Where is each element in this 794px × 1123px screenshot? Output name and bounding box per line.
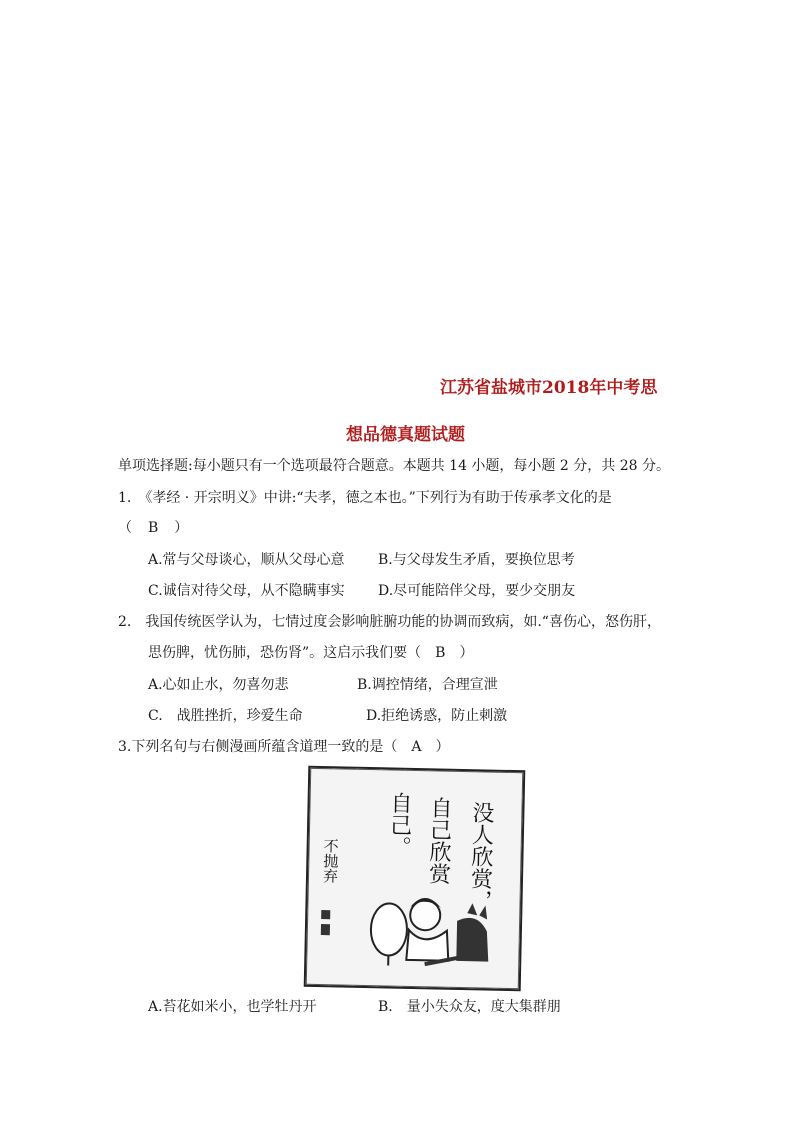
question-1-option-c: C.诚信对待父母，从不隐瞒事实: [148, 583, 345, 599]
cartoon-caption-col-2: 自己欣赏: [425, 796, 453, 885]
question-2-option-d: D.拒绝诱惑，防止刺激: [366, 708, 508, 724]
cartoon-caption-col-3: 自己。: [385, 791, 413, 858]
question-1-stem: 1. 《孝经 · 开宗明义》中讲:“夫孝，德之本也。”下列行为有助于传承孝文化的是: [118, 490, 612, 506]
question-2-stem-line-2: 思伤脾，忧伤肺，恐伤肾”。这启示我们要（ B ）: [148, 645, 474, 661]
title-line-1: 江苏省盐城市2018年中考思: [440, 378, 658, 398]
seal-stamp: [321, 924, 330, 935]
cartoon-drawing: [306, 768, 523, 989]
question-2-stem-line-1: 2. 我国传统医学认为，七情过度会影响脏腑功能的协调而致病，如.“喜伤心，怒伤肝，: [118, 614, 661, 630]
instructions: 单项选择题:每小题只有一个选项最符合题意。本题共 14 小题，每小题 2 分，共 28 分。: [118, 458, 670, 474]
cartoon-side-title: 不抛弃: [320, 838, 340, 884]
question-3-stem: 3.下列名句与右侧漫画所蕴含道理一致的是（ A ）: [118, 739, 450, 755]
cartoon-image: [304, 766, 526, 991]
person-body: [406, 930, 449, 961]
question-1-answer: （ B ）: [118, 520, 190, 536]
mirror-shape: [370, 903, 407, 956]
cartoon-caption-col-1: 没人欣赏，: [466, 801, 495, 912]
question-2-option-b: B.调控情绪，合理宣泄: [357, 677, 498, 693]
seal-stamp: [321, 910, 330, 919]
question-1-option-d: D.尽可能陪伴父母，要少交朋友: [378, 583, 576, 599]
question-1-option-a: A.常与父母谈心，顺从父母心意: [148, 552, 345, 568]
title-line-2: 想品德真题试题: [346, 425, 465, 445]
question-3-option-b: B. 量小失众友，度大集群朋: [378, 999, 561, 1015]
question-1-option-b: B.与父母发生矛盾，要换位思考: [378, 552, 575, 568]
question-3-option-a: A.苔花如米小，也学牡丹开: [148, 999, 317, 1015]
question-2-option-a: A.心如止水，勿喜勿悲: [148, 677, 289, 693]
question-2-option-c: C. 战胜挫折，珍爱生命: [148, 708, 303, 724]
cat-shape: [456, 918, 489, 962]
